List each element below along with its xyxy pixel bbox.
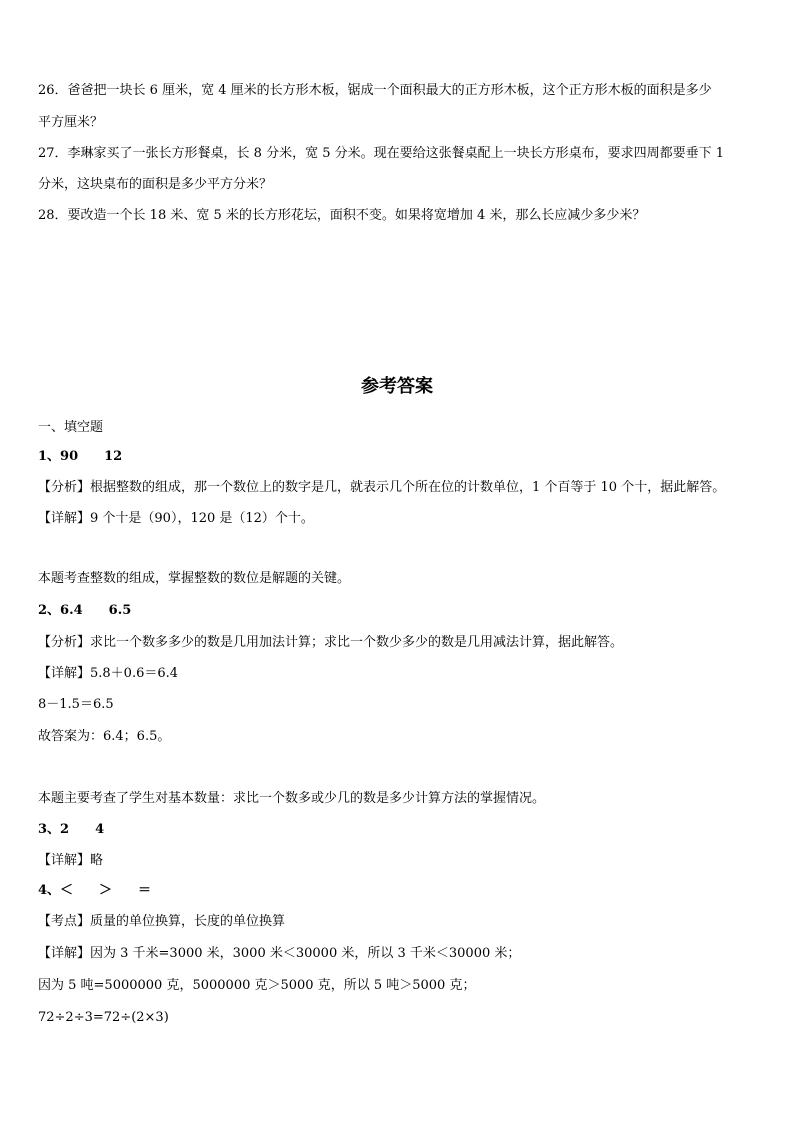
answer-3-detail: 【详解】略 xyxy=(38,853,104,868)
answer-1: 1、90 12 xyxy=(38,449,123,464)
answer-2-analysis: 【分析】求比一个数多多少的数是几用加法计算；求比一个数少多少的数是几用减法计算，据此解答。 xyxy=(38,635,624,650)
answer-4-detail: 【详解】因为 3 千米=3000 米，3000 米＜30000 米，所以 3 千米＜30000 米； xyxy=(38,946,521,961)
answer-3: 3、2 4 xyxy=(38,822,105,837)
answer-2-conclusion: 故答案为：6.4；6.5。 xyxy=(38,729,171,744)
answer-4-point: 【考点】质量的单位换算，长度的单位换算 xyxy=(38,914,286,929)
answer-4-line-2: 因为 5 吨=5000000 克，5000000 克＞5000 克，所以 5 吨＞5000 克； xyxy=(38,978,476,993)
question-28: 28．要改造一个长 18 米、宽 5 米的长方形花坛，面积不变。如果将宽增加 4 米，那么长应减少多少米？ xyxy=(38,208,646,223)
answer-4-line-3: 72÷2÷3=72÷(2×3) xyxy=(38,1010,169,1025)
question-27-line-2: 分米，这块桌布的面积是多少平方分米？ xyxy=(38,177,273,192)
section-heading: 一、填空题 xyxy=(38,420,104,435)
answer-2-summary: 本题主要考查了学生对基本数量：求比一个数多或少几的数是多少计算方法的掌握情况。 xyxy=(38,791,546,806)
answer-1-summary: 本题考查整数的组成，掌握整数的数位是解题的关键。 xyxy=(38,571,351,586)
answers-title: 参考答案 xyxy=(361,376,433,397)
answer-2-detail: 【详解】5.8＋0.6＝6.4 xyxy=(38,666,179,681)
answer-1-detail: 【详解】9 个十是（90），120 是（12）个十。 xyxy=(38,511,314,526)
question-27-line-1: 27．李琳家买了一张长方形餐桌，长 8 分米，宽 5 分米。现在要给这张餐桌配上一块长方形桌布，要求四周都要垂下 1 xyxy=(38,146,725,161)
answer-2-calc: 8－1.5＝6.5 xyxy=(38,697,114,712)
question-26-line-1: 26．爸爸把一块长 6 厘米，宽 4 厘米的长方形木板，锯成一个面积最大的正方形木板，这个正方形木板的面积是多少 xyxy=(38,83,712,98)
answer-4: 4、＜ ＞ ＝ xyxy=(38,883,152,898)
answer-2: 2、6.4 6.5 xyxy=(38,603,132,618)
question-26-line-2: 平方厘米？ xyxy=(38,115,104,130)
answer-1-analysis: 【分析】根据整数的组成，那一个数位上的数字是几，就表示几个所在位的计数单位，1 个百等于 10 个十，据此解答。 xyxy=(38,480,726,495)
